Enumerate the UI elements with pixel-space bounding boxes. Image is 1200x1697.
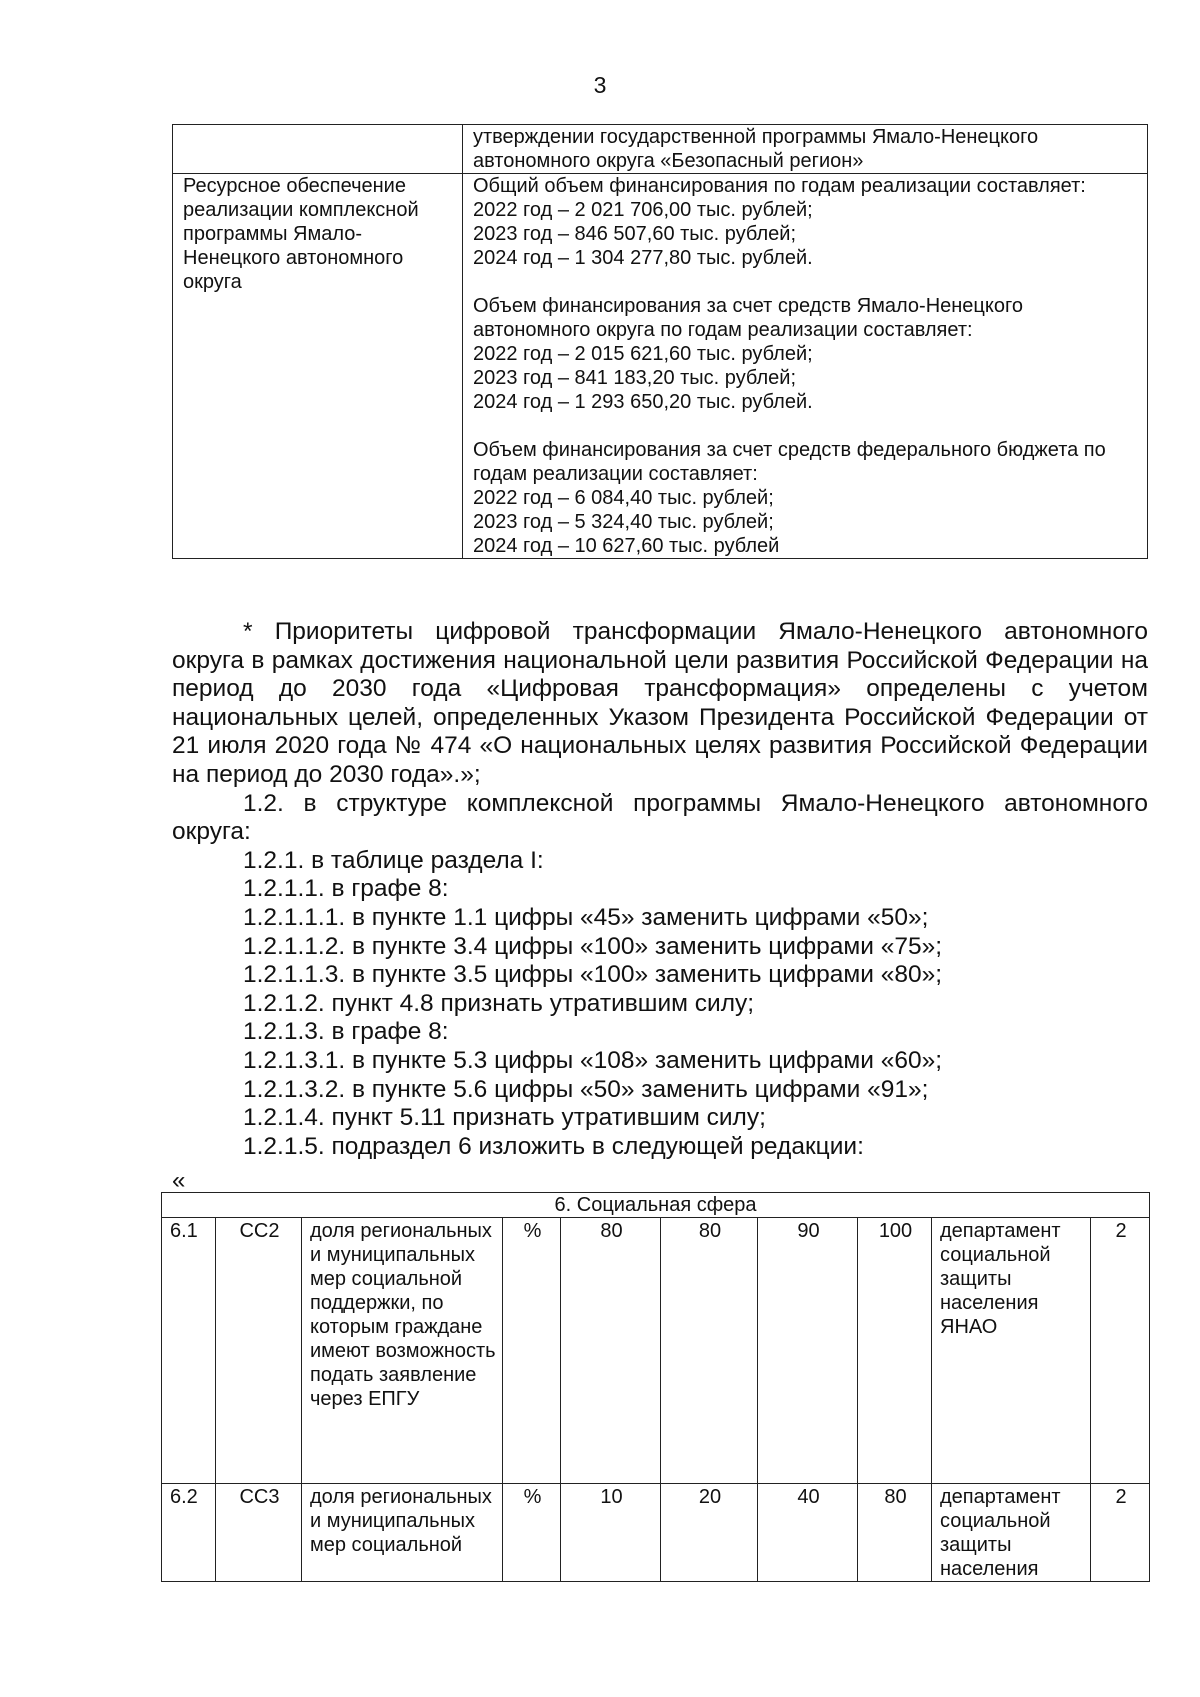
list-item: 1.2.1.1. в графе 8: <box>243 875 449 903</box>
table-row <box>162 1218 1150 1484</box>
list-item: 1.2.1.3. в графе 8: <box>243 1018 449 1046</box>
footnote-paragraph: * Приоритеты цифровой трансформации Ямало-Ненецкого автономного округа в рамках достижения национальной цели развития Российской Федерации на период до 2030 года «Цифровая трансформация» определены с учетом национальных целей, определенных Указом Президента Российской Федерации от 21 июля 2020 года № 474 «О национальных целях развития Российской Федерации на период до 2030 года».»; <box>172 618 1148 788</box>
financing-line: 2024 год – 1 293 650,20 тыс. рублей. <box>473 391 813 413</box>
list-item: 1.2.1. в таблице раздела I: <box>243 846 544 874</box>
value-cell: 80 <box>661 1218 758 1484</box>
table-section-header-row <box>162 1193 1150 1218</box>
table-cell: утверждении государственной программы Ямало-Ненецкого автономного округа «Безопасный регион» <box>463 125 1148 174</box>
resource-label-cell: Ресурсное обеспечение реализации комплексной программы Ямало-Ненецкого автономного округа <box>173 174 463 559</box>
responsible-department: департамент социальной защиты населения <box>932 1484 1091 1582</box>
resource-table <box>172 124 1148 559</box>
value-cell: 40 <box>758 1484 858 1582</box>
document-body <box>172 618 1148 1161</box>
indicator-code: СС3 <box>216 1484 302 1582</box>
list-item: 1.2.1.1.3. в пункте 3.5 цифры «100» заменить цифрами «80»; <box>243 961 943 989</box>
value-cell: 100 <box>858 1218 932 1484</box>
financing-line: 2024 год – 1 304 277,80 тыс. рублей. <box>473 247 813 269</box>
section-title: 6. Социальная сфера <box>162 1193 1150 1218</box>
table-row <box>173 174 1148 559</box>
financing-line: 2022 год – 2 021 706,00 тыс. рублей; <box>473 199 813 221</box>
federal-financing-heading: Объем финансирования за счет средств федерального бюджета по годам реализации составляет: <box>473 439 1106 485</box>
list-item: 1.2.1.5. подраздел 6 изложить в следующей редакции: <box>243 1132 864 1160</box>
financing-line: 2023 год – 5 324,40 тыс. рублей; <box>473 511 774 533</box>
list-item: 1.2.1.2. пункт 4.8 признать утратившим силу; <box>243 989 755 1017</box>
financing-cell <box>463 174 1148 559</box>
value-cell: 80 <box>858 1484 932 1582</box>
regional-financing-heading: Объем финансирования за счет средств Ямало-Ненецкого автономного округа по годам реализации составляет: <box>473 295 1023 341</box>
row-number: 6.1 <box>162 1218 216 1484</box>
social-sphere-table <box>161 1192 1150 1582</box>
financing-line: 2022 год – 2 015 621,60 тыс. рублей; <box>473 343 813 365</box>
financing-line: 2023 год – 846 507,60 тыс. рублей; <box>473 223 796 245</box>
unit: % <box>503 1218 561 1484</box>
table-row <box>162 1484 1150 1582</box>
financing-line: 2023 год – 841 183,20 тыс. рублей; <box>473 367 796 389</box>
spacer <box>473 270 1139 294</box>
indicator-code: СС2 <box>216 1218 302 1484</box>
list-item: 1.2.1.4. пункт 5.11 признать утратившим силу; <box>243 1104 766 1132</box>
table-cell <box>173 125 463 174</box>
list-item: 1.2.1.1.1. в пункте 1.1 цифры «45» заменить цифрами «50»; <box>243 903 929 931</box>
total-financing-heading: Общий объем финансирования по годам реализации составляет: <box>473 175 1086 197</box>
financing-line: 2024 год – 10 627,60 тыс. рублей <box>473 535 780 557</box>
value-cell: 20 <box>661 1484 758 1582</box>
opening-quote: « <box>172 1167 186 1194</box>
financing-line: 2022 год – 6 084,40 тыс. рублей; <box>473 487 774 509</box>
indicator-name: доля региональных и муниципальных мер социальной <box>302 1484 503 1582</box>
value-cell: 10 <box>561 1484 661 1582</box>
page-number: 3 <box>593 72 607 98</box>
table-row <box>173 125 1148 174</box>
list-item: 1.2.1.3.2. в пункте 5.6 цифры «50» заменить цифрами «91»; <box>243 1075 929 1103</box>
list-item: 1.2.1.1.2. в пункте 3.4 цифры «100» заменить цифрами «75»; <box>243 932 943 960</box>
last-column-value: 2 <box>1091 1484 1150 1582</box>
indicator-name: доля региональных и муниципальных мер социальной поддержки, по которым граждане имеют возможность подать заявление через ЕПГУ <box>302 1218 503 1484</box>
value-cell: 90 <box>758 1218 858 1484</box>
paragraph-1-2: 1.2. в структуре комплексной программы Ямало-Ненецкого автономного округа: <box>172 789 1148 846</box>
row-number: 6.2 <box>162 1484 216 1582</box>
spacer <box>473 414 1139 438</box>
unit: % <box>503 1484 561 1582</box>
last-column-value: 2 <box>1091 1218 1150 1484</box>
responsible-department: департамент социальной защиты населения ЯНАО <box>932 1218 1091 1484</box>
list-item: 1.2.1.3.1. в пункте 5.3 цифры «108» заменить цифрами «60»; <box>243 1046 943 1074</box>
value-cell: 80 <box>561 1218 661 1484</box>
